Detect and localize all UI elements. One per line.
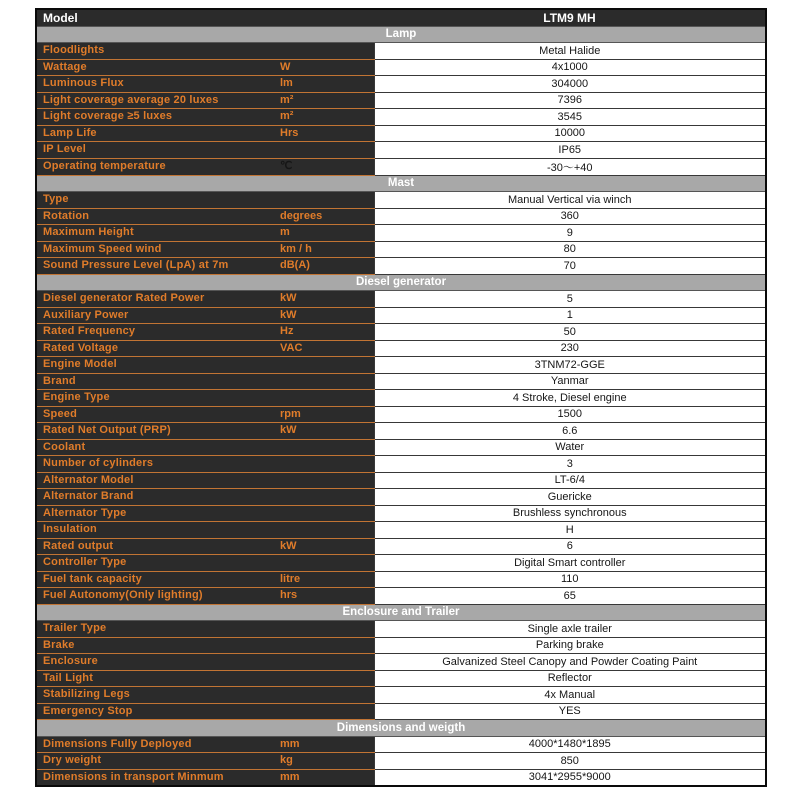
spec-label: Controller Type	[43, 556, 127, 568]
spec-label-group	[37, 324, 374, 340]
spec-label-group	[37, 374, 374, 390]
section-title: Diesel generator	[36, 274, 766, 291]
spec-unit: m²	[280, 93, 294, 106]
spec-label-cell	[36, 291, 374, 308]
spec-value: Digital Smart controller	[374, 555, 766, 572]
spec-row	[36, 258, 766, 275]
spec-unit: VAC	[280, 341, 303, 354]
spec-row	[36, 307, 766, 324]
spec-row	[36, 125, 766, 142]
section-title: Dimensions and weigth	[36, 720, 766, 737]
spec-unit: kg	[280, 754, 293, 766]
spec-label: Light coverage average 20 luxes	[43, 93, 219, 106]
spec-row	[36, 472, 766, 489]
spec-row	[36, 753, 766, 770]
spec-label-cell	[36, 753, 374, 770]
spec-unit: kW	[280, 424, 297, 436]
spec-label-group	[37, 341, 374, 357]
spec-label-group	[37, 737, 374, 753]
spec-unit: mm	[280, 770, 300, 783]
spec-label: Lamp Life	[43, 126, 97, 139]
spec-row	[36, 142, 766, 159]
spec-unit: kW	[280, 308, 297, 321]
spec-unit: hrs	[280, 589, 298, 601]
spec-value: 3TNM72-GGE	[374, 357, 766, 374]
spec-value: Metal Halide	[374, 43, 766, 60]
spec-label-cell	[36, 307, 374, 324]
spec-label: Diesel generator Rated Power	[43, 292, 205, 304]
spec-label-cell	[36, 373, 374, 390]
spec-label-cell	[36, 439, 374, 456]
spec-row	[36, 92, 766, 109]
spec-label: Floodlights	[43, 44, 105, 56]
spec-label-cell	[36, 456, 374, 473]
spec-label: Type	[43, 193, 69, 205]
spec-label: Dry weight	[43, 754, 102, 766]
spec-label-cell	[36, 324, 374, 341]
spec-label: IP Level	[43, 143, 86, 155]
spec-label-cell	[36, 59, 374, 76]
spec-value: YES	[374, 703, 766, 720]
spec-value: 850	[374, 753, 766, 770]
spec-value: Water	[374, 439, 766, 456]
spec-row	[36, 687, 766, 704]
spec-sheet	[35, 8, 765, 787]
spec-label-group	[37, 159, 374, 175]
spec-label: Fuel Autonomy(Only lighting)	[43, 589, 203, 601]
spec-row	[36, 654, 766, 671]
spec-label-cell	[36, 571, 374, 588]
spec-label-cell	[36, 192, 374, 209]
model-label: Model	[36, 9, 374, 26]
model-value: LTM9 MH	[374, 9, 766, 26]
spec-row	[36, 340, 766, 357]
spec-label: Stabilizing Legs	[43, 688, 130, 700]
spec-label-group	[37, 60, 374, 76]
spec-label-cell	[36, 538, 374, 555]
spec-value: 80	[374, 241, 766, 258]
spec-value: 65	[374, 588, 766, 605]
spec-label-cell	[36, 687, 374, 704]
spec-label-group	[37, 770, 374, 786]
spec-label: Dimensions in transport Minmum	[43, 770, 224, 783]
spec-value: 4x1000	[374, 59, 766, 76]
spec-label: Light coverage ≥5 luxes	[43, 110, 173, 122]
spec-label-group	[37, 258, 374, 274]
spec-label: Sound Pressure Level (LpA) at 7m	[43, 259, 229, 271]
spec-label: Coolant	[43, 440, 86, 453]
spec-label-cell	[36, 340, 374, 357]
spec-value: 70	[374, 258, 766, 275]
spec-label-cell	[36, 423, 374, 440]
spec-row	[36, 637, 766, 654]
spec-label: Alternator Brand	[43, 490, 134, 502]
spec-label-cell	[36, 621, 374, 638]
spec-label-group	[37, 473, 374, 489]
spec-unit: m²	[280, 110, 294, 122]
spec-label: Enclosure	[43, 655, 98, 667]
spec-label: Number of cylinders	[43, 457, 154, 469]
spec-label-group	[37, 209, 374, 225]
spec-row	[36, 736, 766, 753]
spec-row	[36, 588, 766, 605]
spec-label-cell	[36, 390, 374, 407]
spec-unit: mm	[280, 737, 300, 750]
spec-label-cell	[36, 225, 374, 242]
spec-value: Single axle trailer	[374, 621, 766, 638]
spec-label-group	[37, 671, 374, 687]
spec-label-cell	[36, 736, 374, 753]
spec-unit: km / h	[280, 242, 312, 255]
spec-label-group	[37, 456, 374, 472]
spec-label-cell	[36, 208, 374, 225]
spec-label-group	[37, 555, 374, 571]
spec-value: 7396	[374, 92, 766, 109]
spec-value: IP65	[374, 142, 766, 159]
spec-label-cell	[36, 76, 374, 93]
spec-label: Brand	[43, 374, 76, 387]
spec-unit: kW	[280, 292, 297, 304]
spec-value: 1	[374, 307, 766, 324]
spec-unit: litre	[280, 572, 301, 585]
spec-row	[36, 225, 766, 242]
spec-row	[36, 621, 766, 638]
spec-label-cell	[36, 769, 374, 786]
spec-row	[36, 357, 766, 374]
spec-value: 4000*1480*1895	[374, 736, 766, 753]
spec-value: 4x Manual	[374, 687, 766, 704]
spec-label: Rated Frequency	[43, 325, 136, 337]
spec-label-cell	[36, 522, 374, 539]
spec-row	[36, 373, 766, 390]
spec-row	[36, 703, 766, 720]
spec-row	[36, 208, 766, 225]
spec-label-group	[37, 291, 374, 307]
section-title: Lamp	[36, 26, 766, 43]
spec-label: Alternator Model	[43, 473, 134, 486]
spec-label-cell	[36, 258, 374, 275]
section-header-row	[36, 720, 766, 737]
spec-label-cell	[36, 555, 374, 572]
spec-label-cell	[36, 158, 374, 175]
spec-label-group	[37, 539, 374, 555]
spec-label-cell	[36, 357, 374, 374]
spec-row	[36, 406, 766, 423]
spec-value: 6.6	[374, 423, 766, 440]
spec-label-cell	[36, 505, 374, 522]
spec-label: Auxiliary Power	[43, 308, 129, 321]
spec-row	[36, 571, 766, 588]
spec-label-group	[37, 687, 374, 703]
spec-label-cell	[36, 109, 374, 126]
spec-row	[36, 59, 766, 76]
section-header-row	[36, 274, 766, 291]
spec-table	[35, 8, 767, 787]
spec-unit: degrees	[280, 209, 323, 222]
spec-label-cell	[36, 703, 374, 720]
spec-label: Insulation	[43, 523, 97, 535]
spec-label-group	[37, 704, 374, 720]
spec-row	[36, 291, 766, 308]
spec-value: Reflector	[374, 670, 766, 687]
spec-row	[36, 489, 766, 506]
spec-row	[36, 43, 766, 60]
spec-value: Guericke	[374, 489, 766, 506]
spec-row	[36, 241, 766, 258]
spec-unit: Hrs	[280, 126, 299, 139]
spec-label: Maximum Height	[43, 226, 134, 238]
spec-row	[36, 390, 766, 407]
spec-value: 4 Stroke, Diesel engine	[374, 390, 766, 407]
spec-value: 230	[374, 340, 766, 357]
section-title: Mast	[36, 175, 766, 192]
spec-label-group	[37, 440, 374, 456]
spec-label-group	[37, 242, 374, 258]
spec-value: 304000	[374, 76, 766, 93]
spec-value: 10000	[374, 125, 766, 142]
spec-label-group	[37, 225, 374, 241]
spec-label: Speed	[43, 407, 78, 420]
spec-label-group	[37, 43, 374, 59]
spec-label: Engine Model	[43, 358, 117, 370]
spec-label: Dimensions Fully Deployed	[43, 737, 192, 750]
spec-unit: W	[280, 60, 291, 73]
spec-label-group	[37, 407, 374, 423]
section-header-row	[36, 604, 766, 621]
spec-value: Galvanized Steel Canopy and Powder Coating Paint	[374, 654, 766, 671]
spec-value: 5	[374, 291, 766, 308]
spec-label: Rated output	[43, 539, 114, 552]
spec-label-cell	[36, 654, 374, 671]
spec-label-cell	[36, 406, 374, 423]
spec-row	[36, 555, 766, 572]
spec-row	[36, 109, 766, 126]
spec-value: 1500	[374, 406, 766, 423]
spec-value: 6	[374, 538, 766, 555]
spec-unit: dB(A)	[280, 259, 310, 271]
spec-value: 3545	[374, 109, 766, 126]
spec-row	[36, 456, 766, 473]
spec-value: Yanmar	[374, 373, 766, 390]
spec-label-group	[37, 126, 374, 142]
spec-value: Parking brake	[374, 637, 766, 654]
spec-value: LT-6/4	[374, 472, 766, 489]
spec-label-group	[37, 109, 374, 125]
section-title: Enclosure and Trailer	[36, 604, 766, 621]
spec-label-group	[37, 390, 374, 406]
spec-value: 360	[374, 208, 766, 225]
spec-unit: rpm	[280, 407, 301, 420]
spec-label: Fuel tank capacity	[43, 572, 142, 585]
spec-label: Tail Light	[43, 671, 94, 684]
spec-label: Engine Type	[43, 391, 110, 403]
spec-unit: kW	[280, 539, 297, 552]
spec-row	[36, 192, 766, 209]
spec-label-cell	[36, 670, 374, 687]
spec-label: Trailer Type	[43, 622, 107, 634]
section-header-row	[36, 175, 766, 192]
spec-row	[36, 522, 766, 539]
spec-value: -30～+40	[374, 158, 766, 175]
spec-value: Manual Vertical via winch	[374, 192, 766, 209]
spec-label-cell	[36, 241, 374, 258]
spec-label-group	[37, 522, 374, 538]
spec-row	[36, 324, 766, 341]
spec-label: Emergency Stop	[43, 704, 133, 717]
spec-label-group	[37, 588, 374, 604]
spec-label: Maximum Speed wind	[43, 242, 162, 255]
spec-label: Wattage	[43, 60, 87, 73]
spec-label: Rated Voltage	[43, 341, 119, 354]
spec-label: Operating temperature	[43, 159, 166, 172]
spec-label-group	[37, 572, 374, 588]
spec-label-group	[37, 93, 374, 109]
spec-label-cell	[36, 588, 374, 605]
spec-row	[36, 76, 766, 93]
spec-value: 110	[374, 571, 766, 588]
section-header-row	[36, 26, 766, 43]
spec-row	[36, 670, 766, 687]
spec-label-group	[37, 489, 374, 505]
spec-value: 9	[374, 225, 766, 242]
spec-row	[36, 769, 766, 786]
spec-label-cell	[36, 637, 374, 654]
model-header-row	[36, 9, 766, 26]
spec-row	[36, 158, 766, 175]
spec-label-group	[37, 357, 374, 373]
spec-row	[36, 505, 766, 522]
spec-label: Rotation	[43, 209, 90, 222]
spec-label-group	[37, 654, 374, 670]
spec-label-group	[37, 753, 374, 769]
spec-label-cell	[36, 142, 374, 159]
spec-label-cell	[36, 489, 374, 506]
spec-label: Luminous Flux	[43, 77, 124, 89]
spec-unit: Hz	[280, 325, 294, 337]
spec-unit: ℃	[280, 159, 293, 172]
spec-unit: m	[280, 226, 290, 238]
spec-label-group	[37, 423, 374, 439]
spec-label-group	[37, 76, 374, 92]
spec-label-group	[37, 638, 374, 654]
spec-label-group	[37, 192, 374, 208]
spec-value: 3041*2955*9000	[374, 769, 766, 786]
spec-value: Brushless synchronous	[374, 505, 766, 522]
spec-label-group	[37, 506, 374, 522]
spec-value: 50	[374, 324, 766, 341]
spec-label-group	[37, 142, 374, 158]
spec-label-cell	[36, 43, 374, 60]
spec-row	[36, 538, 766, 555]
spec-label: Rated Net Output (PRP)	[43, 424, 171, 436]
spec-label-cell	[36, 125, 374, 142]
spec-label-cell	[36, 92, 374, 109]
spec-label: Alternator Type	[43, 506, 127, 519]
spec-unit: lm	[280, 77, 293, 89]
spec-label-group	[37, 621, 374, 637]
spec-label: Brake	[43, 638, 75, 651]
spec-label-group	[37, 308, 374, 324]
spec-value: H	[374, 522, 766, 539]
spec-label-cell	[36, 472, 374, 489]
spec-row	[36, 423, 766, 440]
spec-row	[36, 439, 766, 456]
spec-value: 3	[374, 456, 766, 473]
